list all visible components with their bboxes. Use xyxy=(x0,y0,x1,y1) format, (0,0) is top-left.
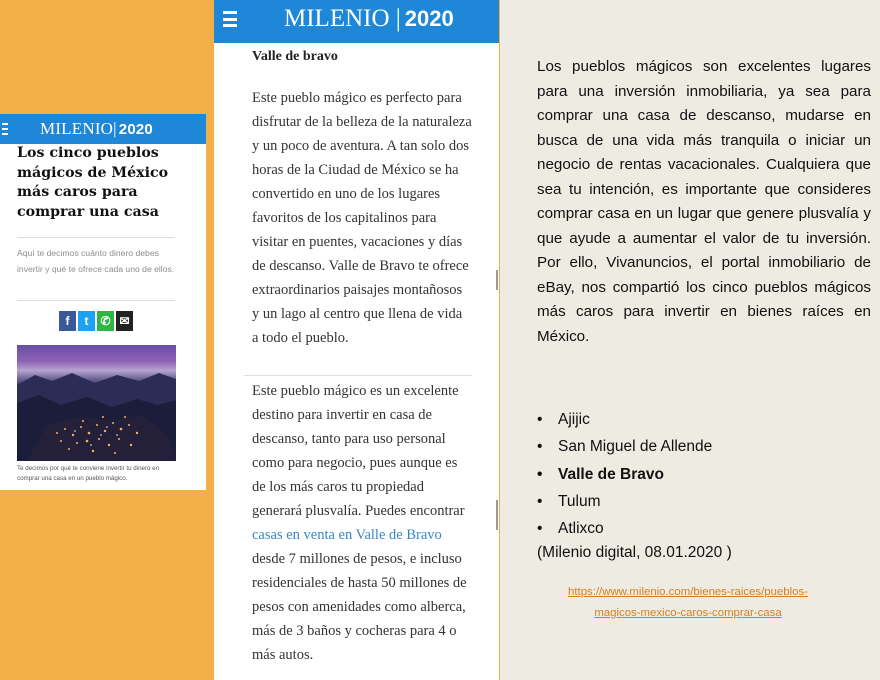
list-item-label: San Miguel de Allende xyxy=(558,438,713,456)
list-item-label: Tulum xyxy=(558,492,601,510)
panel-paragraph: Los pueblos mágicos son excelentes lugares para una inversión inmobiliaria, ya sea para comprar una casa de descanso, mudarse en busca de una vida más tranquila o iniciar un negocio de rentas vacacionales. Cualquiera que sea tu intención, es importante que consideres comprar casa en un lugar que genere plusvalía y que ayude a aumentar el valor de tu inversión. Por ello, Vivanuncios, el portal inmobiliario de eBay, nos compartió los cinco pueblos mágicos más caros para invertir en bienes raíces en México. xyxy=(537,58,871,345)
bullet: • xyxy=(537,438,543,456)
list-item xyxy=(537,515,712,542)
small-article-summary: Aquí te decimos cuánto dinero debes invertir y qué te ofrece cada uno de ellos. xyxy=(17,248,175,274)
paragraph-text: Este pueblo mágico es un excelente destino para invertir en casa de descanso, tanto para uso personal como para negocio, pues aunque es de los más caros tu propiedad generará plusvalía. Puedes encontrar xyxy=(252,383,465,519)
list-item-label: Valle de Bravo xyxy=(558,465,664,483)
share-bar xyxy=(59,311,133,331)
brand-year: 2020 xyxy=(118,121,153,138)
bullet: • xyxy=(537,411,543,428)
divider xyxy=(17,237,175,238)
town-night-photo xyxy=(17,345,176,461)
article-brand-logo[interactable] xyxy=(284,5,454,33)
divider xyxy=(17,300,175,301)
section-title: Valle de bravo xyxy=(252,49,338,64)
small-article-screenshot xyxy=(0,114,206,490)
scrollbar-thumb[interactable] xyxy=(496,500,498,530)
article-paragraph-1: Este pueblo mágico es perfecto para disfrutar de la belleza de la naturaleza y un poco de aventura. A tan solo dos horas de la Ciudad de México se ha convertido en uno de los lugares favoritos de los capitalinos para visitar en puentes, vacaciones y días de descanso. Valle de Bravo te ofrece extraordinarios paisajes montañosos y un lago al centro que llena de vida a todo el pueblo. xyxy=(252,90,472,346)
source-url-link[interactable]: https://www.milenio.com/bienes-raices/pueblos-magicos-mexico-caros-comprar-casa xyxy=(568,586,808,619)
article-header-bar xyxy=(214,0,499,43)
bullet: • xyxy=(537,520,543,538)
brand-year: 2020 xyxy=(404,6,454,31)
brand-name: MILENIO xyxy=(40,119,114,138)
whatsapp-icon[interactable]: ✆ xyxy=(97,311,114,331)
small-brand-logo[interactable] xyxy=(40,119,153,139)
article-paragraph-2 xyxy=(252,379,472,667)
list-item-label: Atlixco xyxy=(558,520,604,538)
article-screenshot xyxy=(214,0,499,680)
facebook-icon[interactable]: f xyxy=(59,311,76,331)
list-item xyxy=(537,406,712,433)
twitter-icon[interactable]: t xyxy=(78,311,95,331)
photo-illustration xyxy=(17,345,176,461)
list-item-highlighted xyxy=(537,461,712,488)
towns-list xyxy=(537,406,712,542)
paragraph-text: desde 7 millones de pesos, e incluso residenciales de hasta 50 millones de pesos con amenidades como alberca, más de 3 baños y cocheras para 4 o más autos. xyxy=(252,551,467,663)
photo-caption: Te decimos por qué te conviene invertir tu dinero en comprar una casa en un pueblo mágico. xyxy=(17,465,160,482)
small-header-bar xyxy=(0,114,206,144)
email-icon[interactable]: ✉ xyxy=(116,311,133,331)
divider xyxy=(244,375,472,376)
scrollbar-thumb[interactable] xyxy=(496,270,498,290)
hamburger-menu-icon[interactable] xyxy=(2,123,8,135)
bullet: • xyxy=(537,492,543,510)
hamburger-menu-icon[interactable] xyxy=(223,11,237,27)
list-item xyxy=(537,488,712,515)
brand-separator: | xyxy=(389,5,401,32)
brand-separator: | xyxy=(113,119,117,138)
small-article-title: Los cinco pueblos mágicos de México más caros para comprar una casa xyxy=(17,145,169,220)
houses-for-sale-link[interactable]: casas en venta en Valle de Bravo xyxy=(252,527,442,543)
bullet: • xyxy=(537,465,543,483)
citation: (Milenio digital, 08.01.2020 ) xyxy=(537,544,732,561)
list-item xyxy=(537,433,712,460)
brand-name: MILENIO xyxy=(284,5,390,32)
summary-panel xyxy=(500,0,880,680)
list-item-label: Ajijic xyxy=(558,411,590,428)
